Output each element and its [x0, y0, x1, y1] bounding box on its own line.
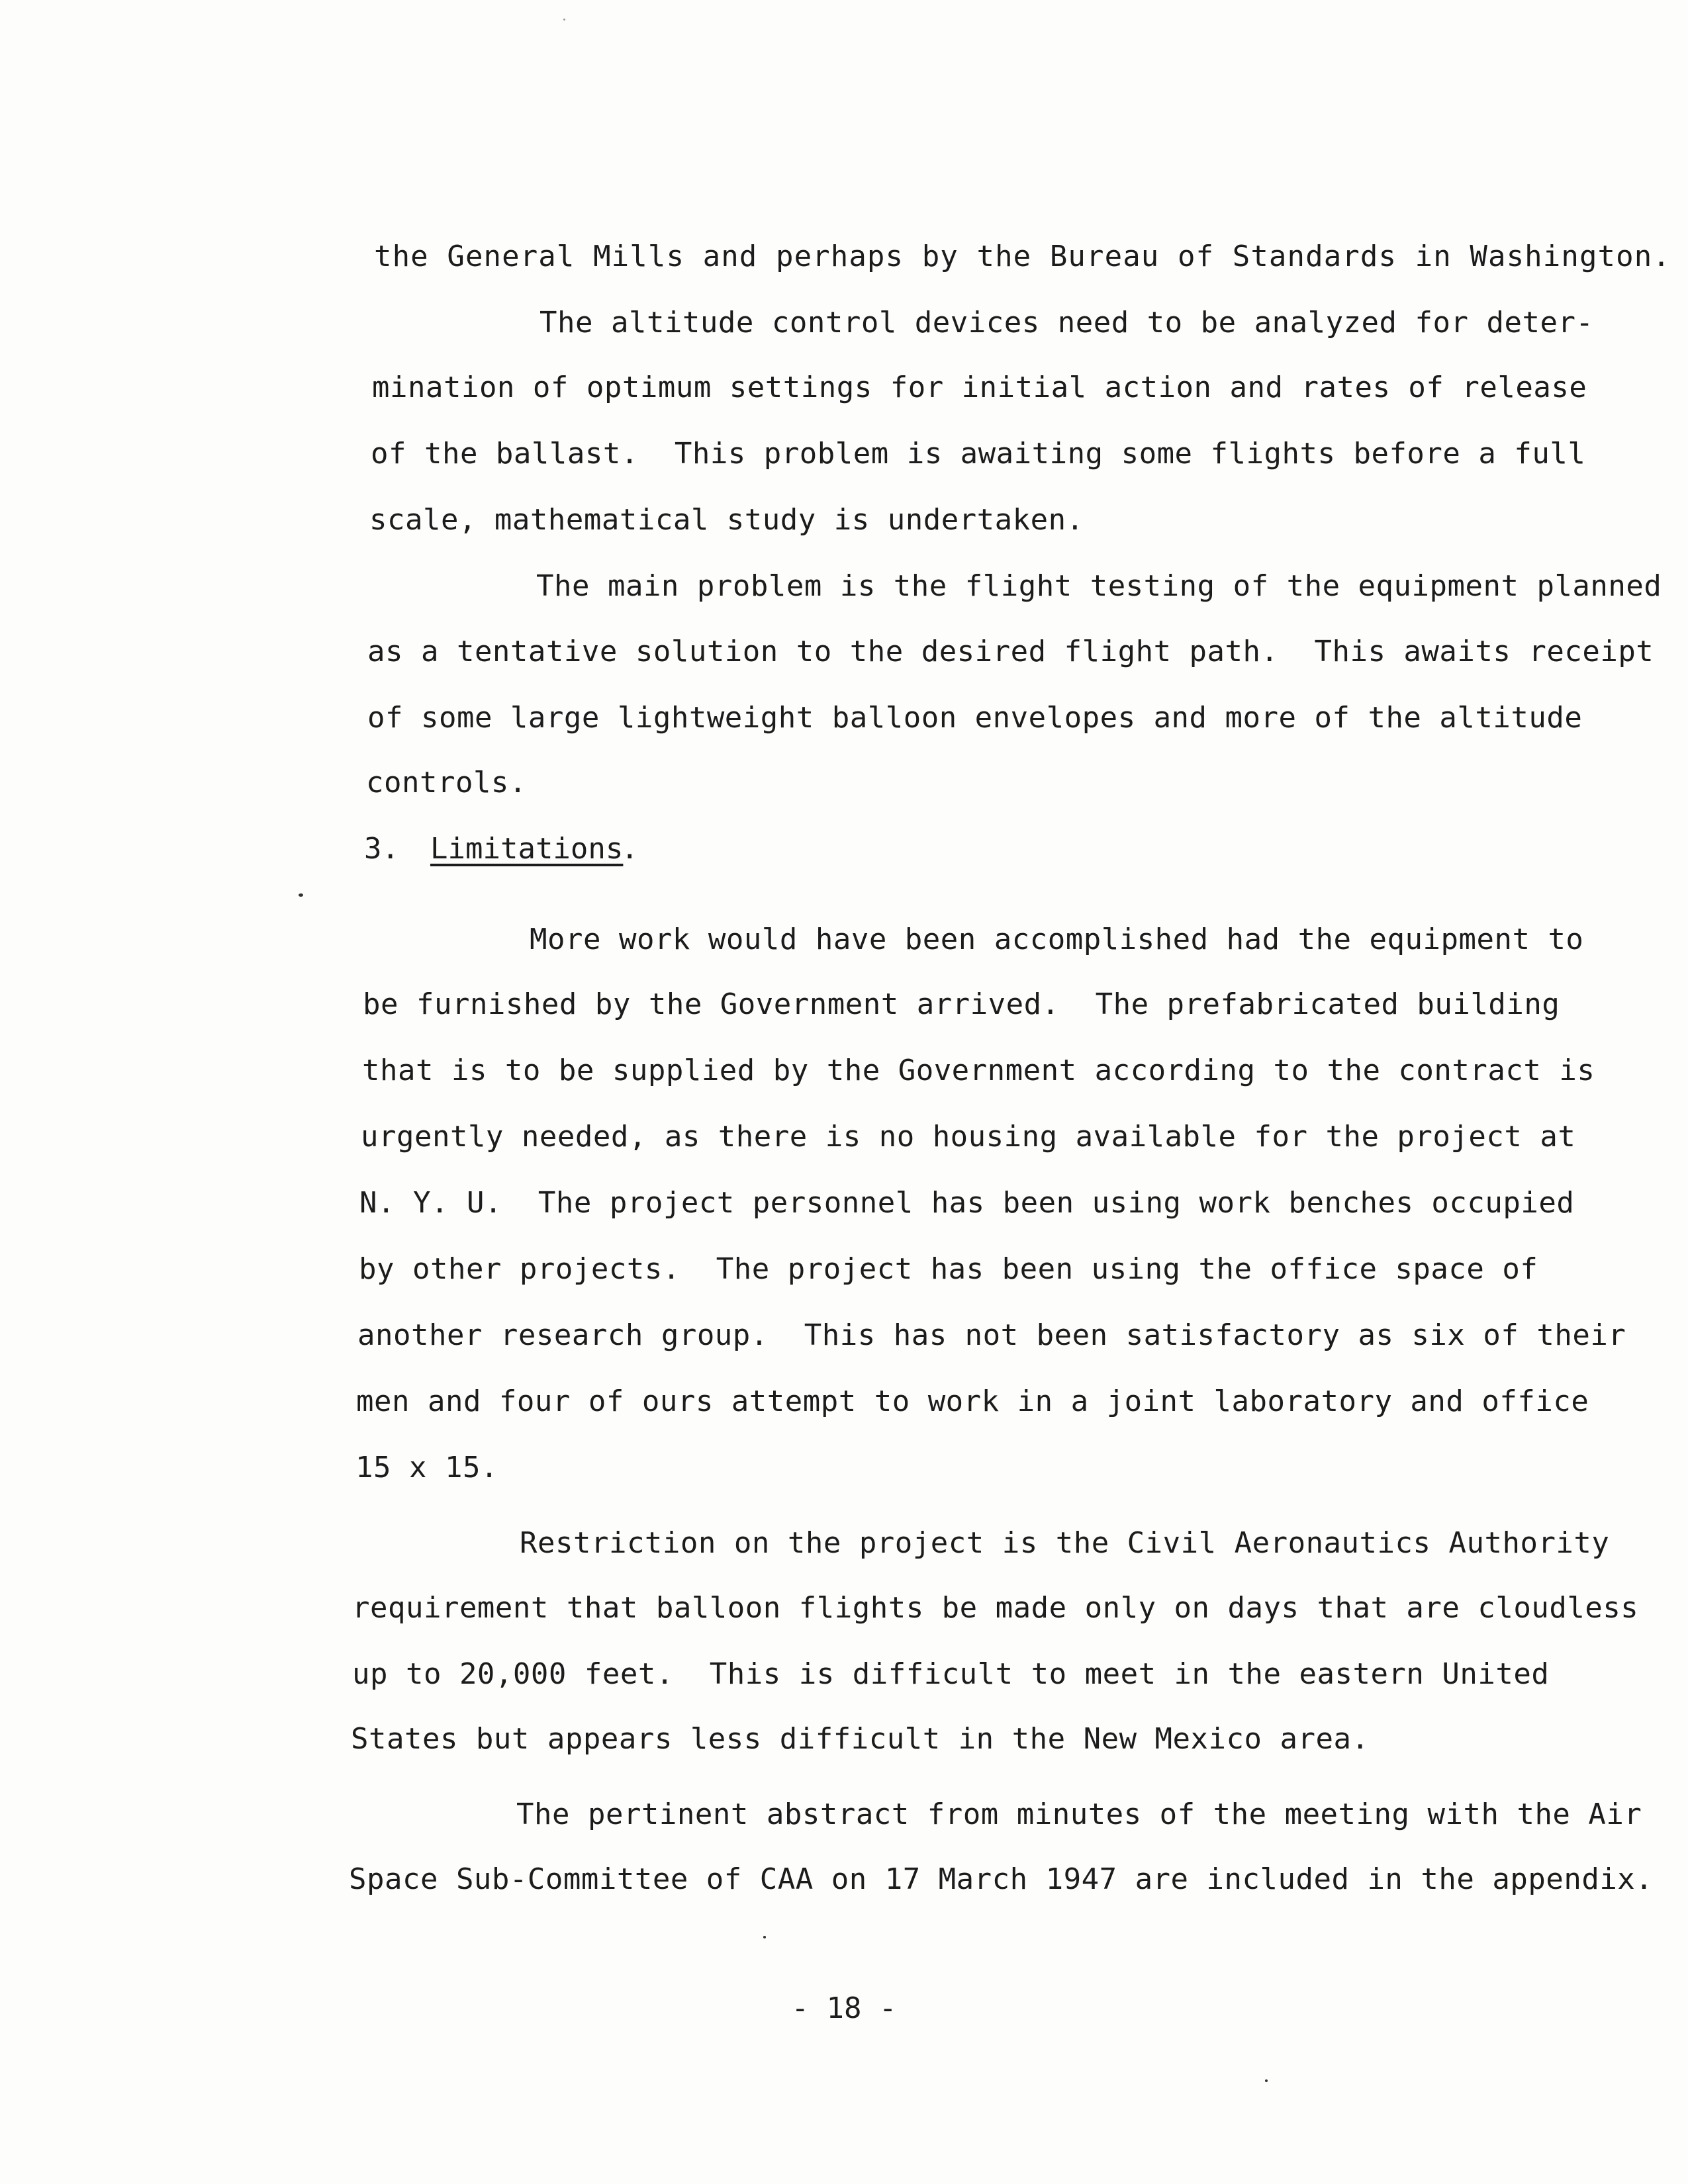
- page-number: - 18 -: [791, 1991, 897, 2025]
- text-line-3: mination of optimum settings for initial action and rates of release: [372, 371, 1587, 404]
- text-line-22: States but appears less difficult in the New Mexico area.: [351, 1722, 1370, 1756]
- paper-speck: [1265, 2079, 1268, 2082]
- text-line-15: by other projects. The project has been using the office space of: [359, 1252, 1538, 1286]
- text-line-20: requirement that balloon flights be made only on days that are cloudless: [352, 1591, 1639, 1625]
- section-number: 3.: [364, 832, 399, 866]
- text-line-10: More work would have been accomplished had the equipment to: [530, 923, 1584, 956]
- text-line-13: urgently needed, as there is no housing available for the project at: [361, 1120, 1576, 1154]
- paper-speck: [299, 893, 303, 897]
- paper-speck: [563, 19, 565, 21]
- text-line-8: of some large lightweight balloon envelopes and more of the altitude: [367, 701, 1583, 735]
- text-line-17: men and four of ours attempt to work in a joint laboratory and office: [356, 1385, 1589, 1418]
- text-line-9: controls.: [366, 766, 527, 799]
- section-title-period: .: [621, 832, 639, 866]
- text-line-4: of the ballast. This problem is awaiting some flights before a full: [371, 437, 1586, 471]
- text-line-24: Space Sub-Committee of CAA on 17 March 1947 are included in the appendix.: [349, 1862, 1654, 1896]
- text-line-12: that is to be supplied by the Government according to the contract is: [362, 1054, 1595, 1087]
- section-title: Limitations: [430, 832, 624, 866]
- text-line-11: be furnished by the Government arrived. The prefabricated building: [363, 987, 1560, 1021]
- text-line-7: as a tentative solution to the desired flight path. This awaits receipt: [367, 635, 1654, 668]
- text-line-23: The pertinent abstract from minutes of the meeting with the Air: [516, 1797, 1642, 1831]
- text-line-16: another research group. This has not been satisfactory as six of their: [357, 1318, 1626, 1352]
- text-line-14: N. Y. U. The project personnel has been using work benches occupied: [359, 1186, 1575, 1220]
- text-line-18: 15 x 15.: [355, 1451, 498, 1484]
- text-line-5: scale, mathematical study is undertaken.: [369, 503, 1084, 537]
- paper-speck: [763, 1936, 766, 1938]
- text-line-6: The main problem is the flight testing of the equipment planned: [536, 569, 1662, 603]
- text-line-1: the General Mills and perhaps by the Bureau of Standards in Washington.: [374, 240, 1671, 273]
- text-line-19: Restriction on the project is the Civil Aeronautics Authority: [520, 1526, 1610, 1560]
- text-line-21: up to 20,000 feet. This is difficult to meet in the eastern United: [352, 1657, 1550, 1691]
- text-line-2: The altitude control devices need to be analyzed for deter-: [539, 306, 1594, 340]
